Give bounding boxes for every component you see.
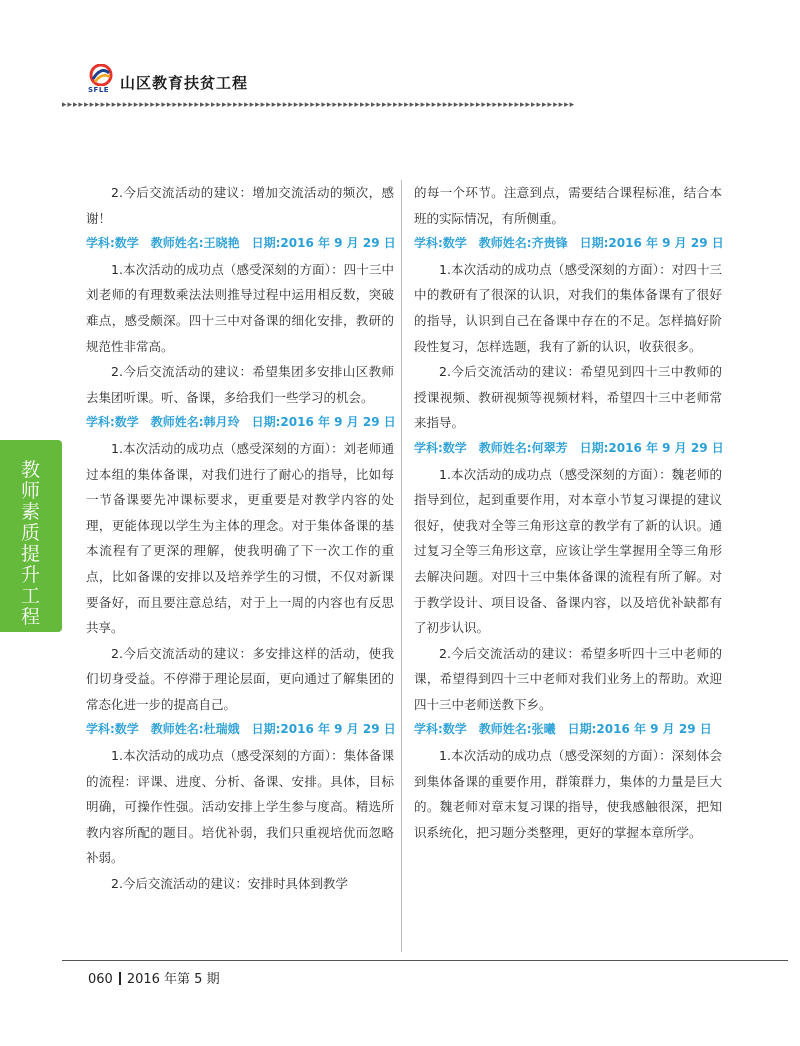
- right-column: [414, 180, 722, 845]
- side-tab-label: 教师素质提升工程: [20, 459, 41, 628]
- logo-text: SFLE: [88, 86, 110, 94]
- paragraph: 2.今后交流活动的建议：希望集团多安排山区教师去集团听课。听、备课，多给我们一些学习的机会。: [86, 364, 394, 405]
- paragraph: 1.本次活动的成功点（感受深刻的方面）：四十三中刘老师的有理数乘法法则推导过程中运用相反数，突破难点，感受颇深。四十三中对备课的细化安排，教研的规范性非常高。: [86, 261, 394, 354]
- paragraph: 2.今后交流活动的建议：多安排这样的活动，使我们切身受益。不停滞于理论层面，更向通过了解集团的常态化进一步的提高自己。: [86, 645, 394, 712]
- paragraph: 2.今后交流活动的建议：希望多听四十三中老师的课，希望得到四十三中老师对我们业务上的帮助。欢迎四十三中老师送教下乡。: [414, 645, 722, 712]
- page-header: [88, 64, 788, 94]
- paragraph: 的每一个环节。注意到点，需要结合课程标准，结合本班的实际情况，有所侧重。: [414, 185, 722, 226]
- section-title: 山区教育扶贫工程: [120, 74, 249, 92]
- paragraph: 2.今后交流活动的建议：安排时具体到教学: [111, 876, 348, 892]
- sfle-logo: [88, 64, 114, 94]
- paragraph: 2.今后交流活动的建议：增加交流活动的频次，感谢！: [86, 185, 394, 226]
- paragraph: 2.今后交流活动的建议：希望见到四十三中教师的授课视频、教研视频等视频材料，希望四十三中老师常来指导。: [414, 364, 722, 431]
- column-divider: [401, 180, 402, 952]
- teacher-meta-line: 学科:数学 教师姓名:张曦 日期:2016 年 9 月 29 日: [414, 722, 712, 737]
- paragraph: 1.本次活动的成功点（感受深刻的方面）：刘老师通过本组的集体备课，对我们进行了耐心的指导，比如每一节备课要先冲课标要求，更重要是对教学内容的处理，更能体现以学生为主体的理念。对于集体备课的基本流程有了更深的理解，使我明确了下一次工作的重点，比如备课的安排以及培养学生的习惯，不仅对新课要备好，而且要注意总结，对于上一周的内容也有反思共享。: [86, 440, 394, 636]
- header-dot-rule: ▸▸▸▸▸▸▸▸▸▸▸▸▸▸▸▸▸▸▸▸▸▸▸▸▸▸▸▸▸▸▸▸▸▸▸▸▸▸▸▸▸▸▸▸▸▸▸▸▸▸▸▸▸▸▸▸▸▸▸▸▸▸▸▸▸▸▸▸▸▸▸▸▸▸▸▸▸▸▸▸▸▸▸▸▸▸▸▸▸▸▸▸▸: [62, 100, 576, 110]
- footer-separator: [119, 972, 121, 985]
- teacher-meta-line: 学科:数学 教师姓名:王晓艳 日期:2016 年 9 月 29 日: [86, 236, 396, 251]
- page-number: 060: [88, 972, 113, 987]
- paragraph: 1.本次活动的成功点（感受深刻的方面）：深刻体会到集体备课的重要作用，群策群力，集体的力量是巨大的。魏老师对章末复习课的指导，使我感触很深，把知识系统化，把习题分类整理，更好的掌握本章所学。: [414, 748, 722, 840]
- side-tab: [0, 440, 62, 632]
- footer-rule: [62, 960, 788, 961]
- paragraph: 1.本次活动的成功点（感受深刻的方面）：魏老师的指导到位，起到重要作用，对本章小节复习课提的建议很好，使我对全等三角形这章的教学有了新的认识。通过复习全等三角形这章，应该让学生掌握用全等三角形去解决问题。对四十三中集体备课的流程有所了解。对于教学设计、项目设备、备课内容，以及培优补缺都有了初步认识。: [414, 466, 722, 636]
- paragraph: 1.本次活动的成功点（感受深刻的方面）：集体备课的流程：评课、进度、分析、备课、安排。具体，目标明确，可操作性强。活动安排上学生参与度高。精选所教内容所配的题目。培优补弱，我们只重视培优而忽略补弱。: [86, 748, 394, 866]
- left-column: [86, 180, 394, 897]
- page-footer: [88, 968, 220, 987]
- teacher-meta-line: 学科:数学 教师姓名:杜瑞娥 日期:2016 年 9 月 29 日: [86, 722, 396, 737]
- teacher-meta-line: 学科:数学 教师姓名:何翠芳 日期:2016 年 9 月 29 日: [414, 440, 724, 455]
- teacher-meta-line: 学科:数学 教师姓名:齐贵锋 日期:2016 年 9 月 29 日: [414, 236, 724, 251]
- issue-label: 2016 年第 5 期: [126, 972, 220, 987]
- paragraph: 1.本次活动的成功点（感受深刻的方面）：对四十三中的教研有了很深的认识，对我们的集体备课有了很好的指导，认识到自己在备课中存在的不足。怎样搞好阶段性复习，怎样选题，我有了新的认识，收获很多。: [414, 261, 722, 354]
- teacher-meta-line: 学科:数学 教师姓名:韩月玲 日期:2016 年 9 月 29 日: [86, 415, 396, 430]
